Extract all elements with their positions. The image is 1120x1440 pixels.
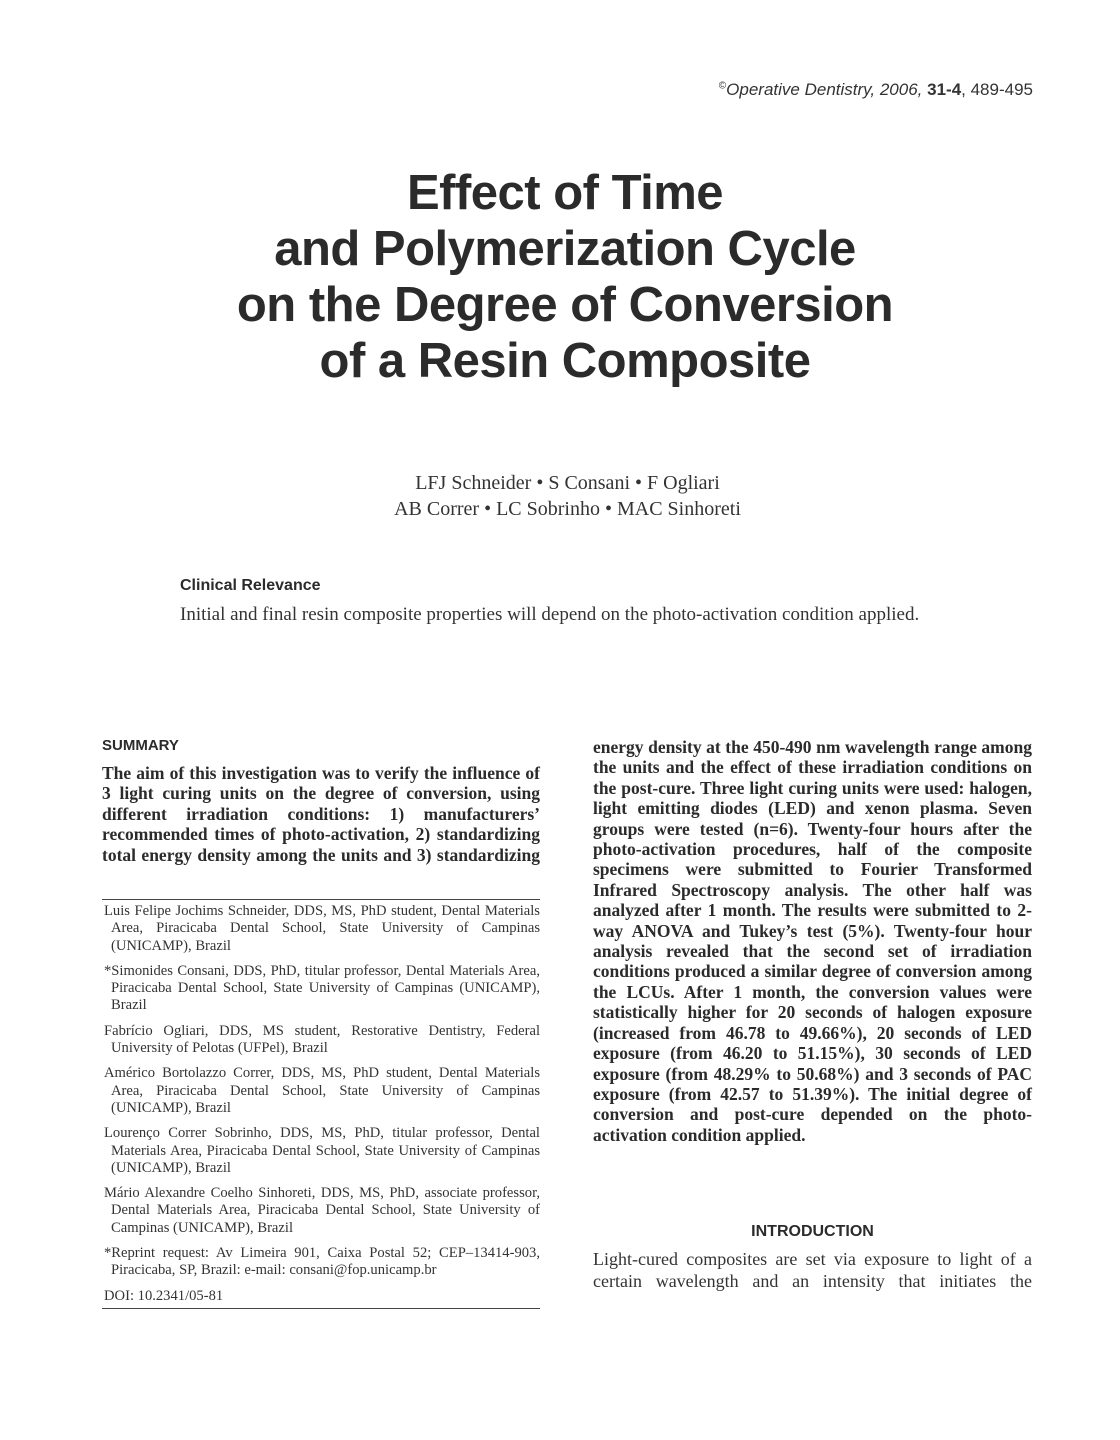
- journal-volume: 31-4: [927, 80, 962, 99]
- affiliation-item: Lourenço Correr Sobrinho, DDS, MS, PhD, titular professor, Dental Materials Area, Piracicaba Dental School, State University of Campinas (UNICAMP), Brazil: [104, 1125, 540, 1176]
- author-affiliations: [102, 899, 540, 1309]
- affiliation-item: *Simonides Consani, DDS, PhD, titular professor, Dental Materials Area, Piracicaba Dental School, State University of Campinas (UNICAMP), Brazil: [104, 962, 540, 1014]
- introduction-text: Light-cured composites are set via exposure to light of a certain wavelength and an intensity that initiates the: [593, 1249, 1032, 1291]
- affiliation-item: Mário Alexandre Coelho Sinhoreti, DDS, MS, PhD, associate professor, Dental Materials Area, Piracicaba Dental School, State University of Campinas (UNICAMP), Brazil: [104, 1185, 540, 1236]
- journal-name: Operative Dentistry, 2006,: [726, 80, 923, 99]
- author-list: [200, 470, 935, 522]
- journal-citation: [719, 80, 1033, 100]
- doi: DOI: 10.2341/05-81: [102, 1288, 540, 1309]
- reprint-request: *Reprint request: Av Limeira 901, Caixa Postal 52; CEP–13414-903, Piracicaba, SP, Brazil: e-mail: consani@fop.unicamp.br: [104, 1245, 540, 1279]
- summary-text-left-column: The aim of this investigation was to verify the influence of 3 light curing units on the degree of conversion, using different irradiation conditions: 1) manufacturers’ recommended times of photo-activation, 2) standardizing total energy density among the units and 3) standardizing: [102, 763, 540, 865]
- summary-text-right-column: energy density at the 450-490 nm wavelength range among the units and the effect of these irradiation conditions on the post-cure. Three light curing units were used: halogen, light emitting diodes (LED) and xenon plasma. Seven groups were tested (n=6). Twenty-four hours after the photo-activation procedures, half of the composite specimens were submitted to Fourier Transformed Infrared Spectroscopy analysis. The other half was analyzed after 1 month. The results were submitted to 2-way ANOVA and Tukey’s test (5%). Twenty-four hour analysis revealed that the second set of irradiation conditions produced a similar degree of conversion among the LCUs. After 1 month, the conversion values were statistically higher for 20 seconds of halogen exposure (increased from 46.78 to 49.66%), 20 seconds of LED exposure (from 46.20 to 51.15%), 30 seconds of LED exposure (from 48.29% to 50.68%) and 3 seconds of PAC exposure (from 42.57 to 51.39%). The initial degree of conversion and post-cure depended on the photo-activation condition applied.: [593, 737, 1032, 1145]
- affiliation-item: Américo Bortolazzo Correr, DDS, MS, PhD student, Dental Materials Area, Piracicaba Dental School, State University of Campinas (UNICAMP), Brazil: [104, 1065, 540, 1116]
- article-title: [130, 165, 1000, 389]
- title-line: Effect of Time: [406, 166, 724, 220]
- introduction-heading: INTRODUCTION: [751, 1223, 874, 1240]
- copyright-symbol: ©: [718, 80, 727, 92]
- title-line: on the Degree of Conversion: [236, 278, 894, 332]
- affiliation-item: Luis Felipe Jochims Schneider, DDS, MS, PhD student, Dental Materials Area, Piracicaba Dental School, State University of Campinas (UNICAMP), Brazil: [104, 903, 540, 954]
- author-line: AB Correr • LC Sobrinho • MAC Sinhoreti: [394, 498, 741, 520]
- journal-pages: , 489-495: [961, 80, 1033, 99]
- clinical-relevance-heading: Clinical Relevance: [180, 577, 321, 594]
- title-line: and Polymerization Cycle: [274, 222, 856, 276]
- summary-heading: SUMMARY: [102, 737, 179, 754]
- affiliation-item: Fabrício Ogliari, DDS, MS student, Restorative Dentistry, Federal University of Pelotas (UFPel), Brazil: [104, 1022, 540, 1057]
- author-line: LFJ Schneider • S Consani • F Ogliari: [415, 472, 720, 494]
- title-line: of a Resin Composite: [319, 334, 811, 388]
- clinical-relevance-text: Initial and final resin composite properties will depend on the photo-activation condition applied.: [180, 604, 920, 625]
